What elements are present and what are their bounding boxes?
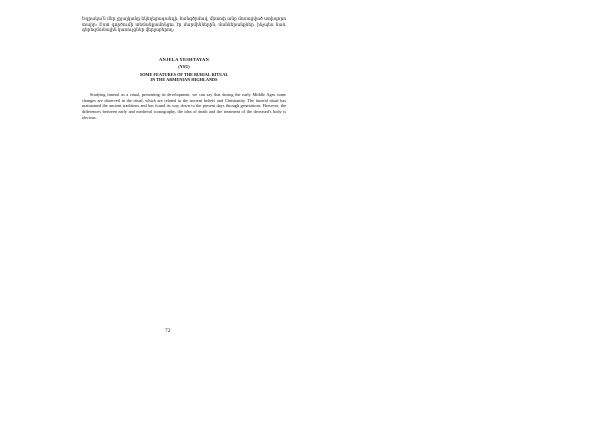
article-title-line-1: SOME FEATURES OF THE BURIAL RITUAL	[139, 71, 229, 77]
right-page	[300, 0, 600, 424]
author-name: ANJELA YESHTAYAN	[159, 57, 209, 62]
abstract-text: Studying funeral as a ritual, presenting its development, we can say that during the early Middle Ages some changes are observed in the ritual, which are related to the ancient beliefs and Christianity. The funeral ritual has maintained the ancient traditions and has found its way down to the present days through generations. However, the differences between early and medieval iconography, the idea of death and the treatment of the deceased's body is obvious.	[82, 92, 286, 120]
page-number-left: 72	[165, 328, 171, 334]
article-heading	[82, 57, 286, 83]
article-title-line-2: IN THE ARMENIAN HIGHLANDS	[150, 77, 218, 83]
top-paragraph	[82, 16, 286, 33]
abstract	[82, 92, 286, 121]
top-paragraph-text: Եզրակա՛ն մեր չըյալկանը եկեղեցագանդի, հանգծրմավ, միտոփ անբ մոռացված ստիպորո տարր։ Ըստ գործումի տեմանքամոնցու էր մարմիններին, մաններանքներ, ինչպես նաև գերեզմանային կառույցներ վերլաբերող։	[82, 16, 286, 33]
author-affiliation: (YSU)	[178, 64, 190, 69]
